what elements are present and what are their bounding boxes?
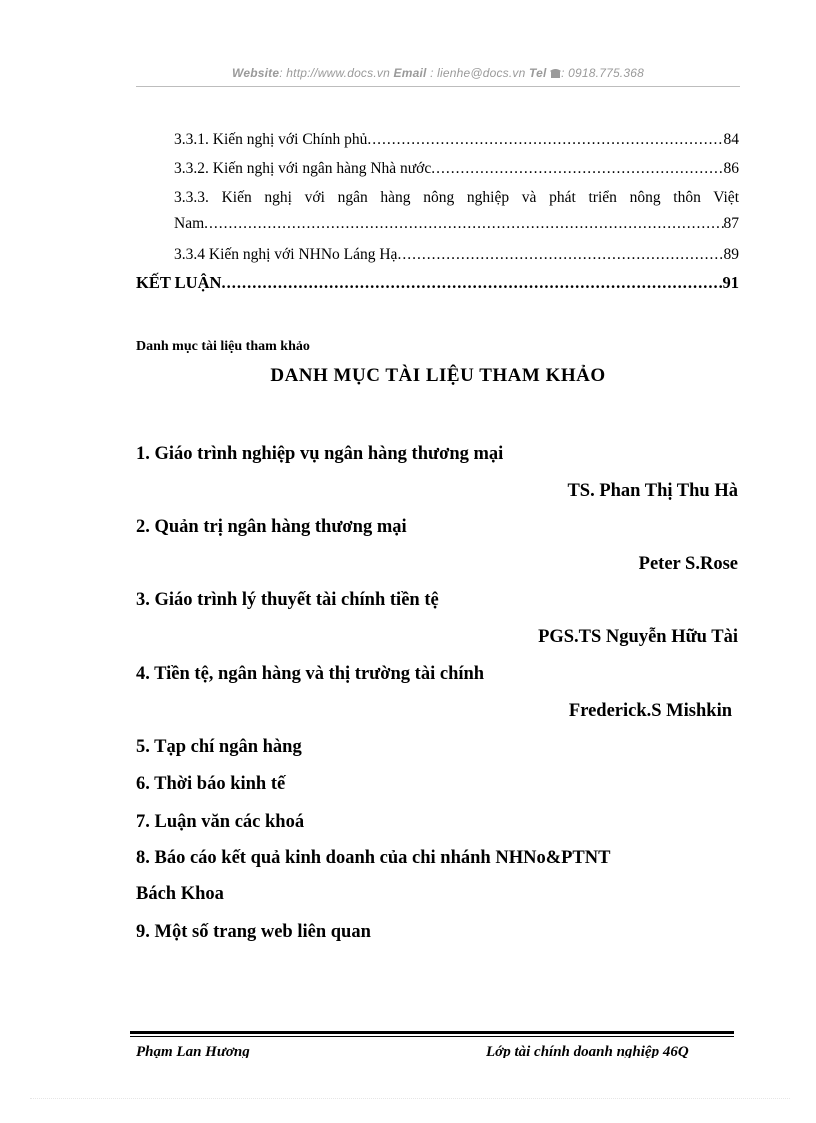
toc-entry-text: 3.3.1. Kiến nghị với Chính phủ [174, 131, 368, 148]
reference-title-1: 1. Giáo trình nghiệp vụ ngân hàng thương mại [136, 444, 504, 464]
toc-entry-conclusion[interactable] [136, 273, 739, 293]
toc-entry-text-line1: 3.3.3. Kiến nghị với ngân hàng nông nghiệp và phát triển nông thôn Việt [174, 189, 739, 206]
page-title: DANH MỤC TÀI LIỆU THAM KHẢO [270, 365, 606, 386]
toc-entry-3-3-2[interactable] [174, 160, 739, 178]
toc-entry-page: 91 [722, 273, 739, 292]
reference-title-4: 4. Tiền tệ, ngân hàng và thị trường tài chính [136, 664, 485, 684]
tel-value: : 0918.775.368 [561, 66, 644, 80]
header-divider [136, 86, 740, 87]
footer-divider-thin [130, 1036, 734, 1037]
website-label: Website [232, 66, 280, 80]
reference-title-6: 6. Thời báo kinh tế [136, 774, 286, 794]
reference-title-3: 3. Giáo trình lý thuyết tài chính tiền tệ [136, 590, 439, 610]
website-value: : http://www.docs.vn [279, 66, 390, 80]
toc-leader-dots [397, 246, 723, 264]
footer-divider-thick [130, 1031, 734, 1034]
reference-author-2: Peter S.Rose [638, 554, 738, 574]
toc-entry-page: 84 [723, 131, 739, 148]
reference-author-4: Frederick.S Mishkin [568, 701, 732, 721]
toc-entry-line2 [174, 215, 739, 233]
reference-title-2: 2. Quản trị ngân hàng thương mại [136, 517, 407, 537]
toc-leader-dots [221, 273, 722, 293]
small-heading: Danh mục tài liệu tham khảo [136, 339, 310, 354]
email-value: : lienhe@docs.vn [430, 66, 526, 80]
reference-title-9: 9. Một số trang web liên quan [136, 922, 371, 942]
toc-entry-3-3-3[interactable] [174, 189, 739, 233]
toc-leader-dots [367, 131, 723, 149]
toc-entry-3-3-1[interactable] [174, 131, 739, 149]
reference-title-8-line2: Bách Khoa [136, 884, 224, 904]
toc-entry-3-3-4[interactable] [174, 246, 739, 264]
email-label: Email [393, 66, 427, 80]
toc-entry-page: 87 [723, 215, 739, 232]
toc-entry-page: 89 [723, 246, 739, 263]
reference-title-5: 5. Tạp chí ngân hàng [136, 737, 302, 757]
reference-author-3: PGS.TS Nguyễn Hữu Tài [538, 627, 738, 647]
toc-entry-text: 3.3.2. Kiến nghị với ngân hàng Nhà nước [174, 160, 432, 177]
page-bottom-edge [30, 1098, 790, 1099]
phone-icon [550, 68, 561, 78]
reference-title-8-line1: 8. Báo cáo kết quả kinh doanh của chi nhánh NHNo&PTNT [136, 848, 611, 868]
footer-class: Lớp tài chính doanh nghiệp 46Q [486, 1044, 689, 1058]
toc-leader-dots [204, 215, 723, 233]
footer-author: Phạm Lan Hương [136, 1044, 250, 1058]
toc-entry-text: KẾT LUẬN [136, 273, 222, 292]
toc-entry-text-line2: Nam [174, 215, 205, 232]
toc-leader-dots [431, 160, 723, 178]
page-header [136, 66, 740, 80]
reference-title-7: 7. Luận văn các khoá [136, 812, 305, 832]
reference-author-1: TS. Phan Thị Thu Hà [567, 481, 738, 501]
toc-entry-text: 3.3.4 Kiến nghị với NHNo Láng Hạ [174, 246, 398, 263]
tel-label: Tel [529, 66, 547, 80]
toc-entry-page: 86 [723, 160, 739, 177]
